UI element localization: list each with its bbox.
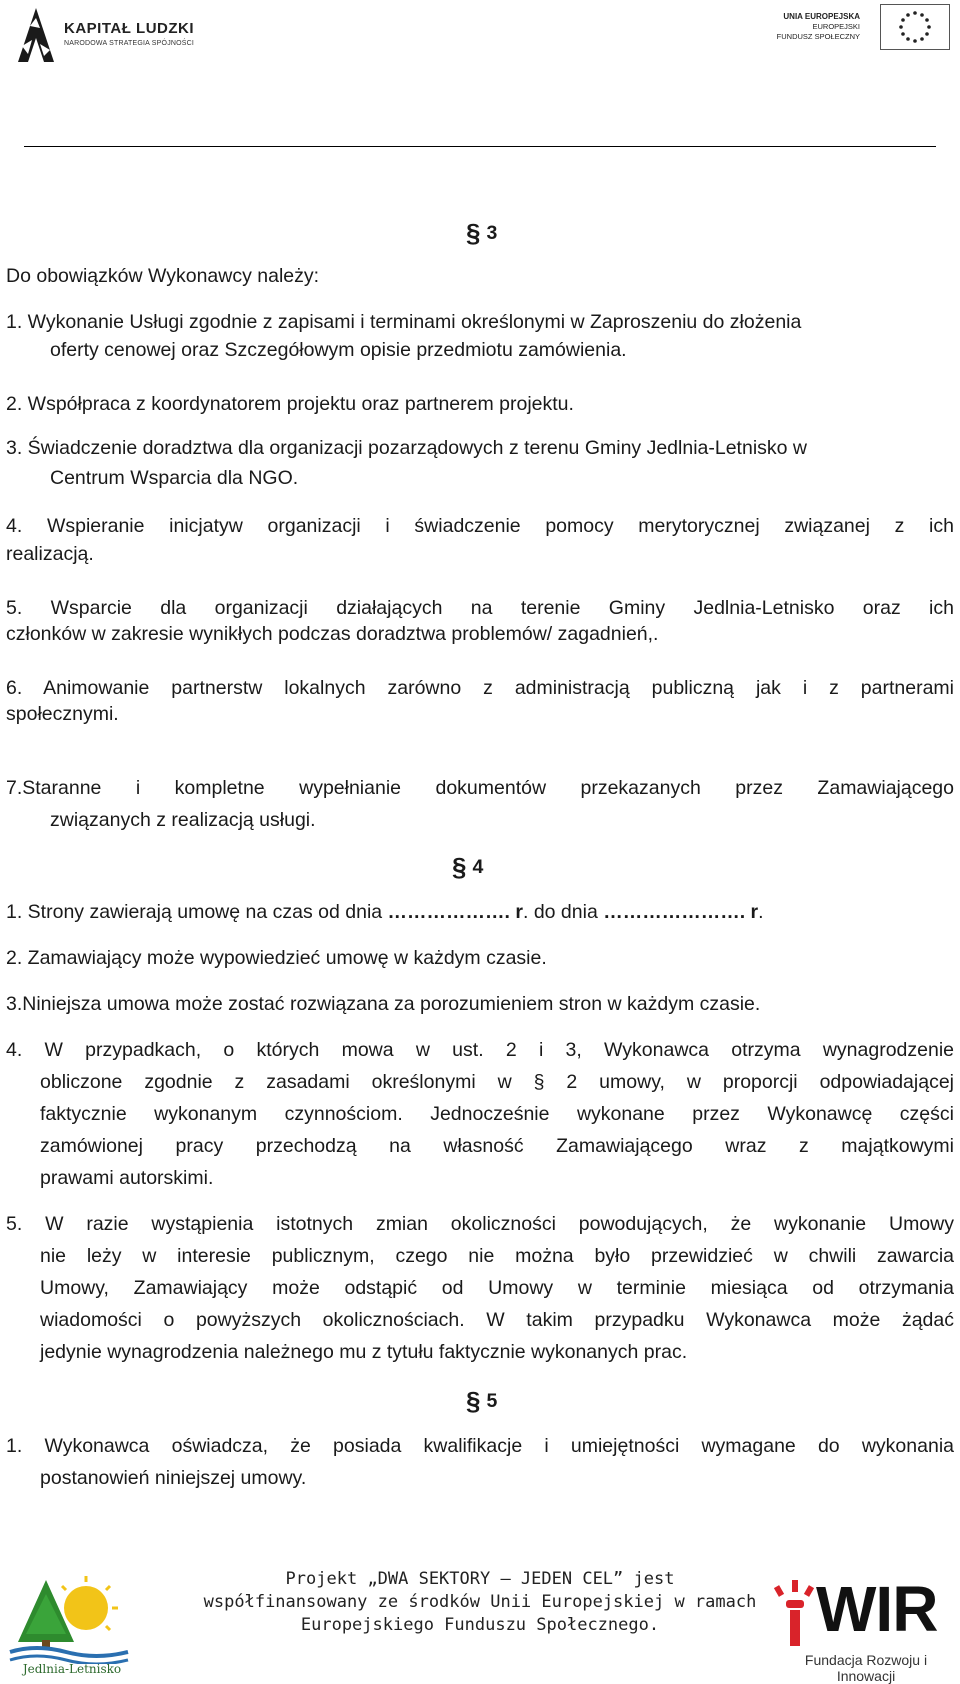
- eu-social-fund-logo: [776, 4, 950, 50]
- s4-item2: 2. Zamawiający może wypowiedzieć umowę w każdym czasie.: [6, 947, 547, 969]
- wir-wordmark: WIR: [816, 1573, 938, 1645]
- s3-item7-line1: 7.Staranne i kompletne wypełnianie dokumentów przekazanych przez Zamawiającego: [6, 777, 954, 799]
- s3-item2: 2. Współpraca z koordynatorem projektu oraz partnerem projektu.: [6, 393, 574, 415]
- section-3-heading: [466, 218, 497, 249]
- kapital-ludzki-logo: [14, 6, 214, 64]
- s3-item7-line2: związanych z realizacją usługi.: [50, 809, 316, 831]
- s3-item6-line2: społecznymi.: [6, 703, 119, 725]
- s4-item4-line2-a: obliczone zgodnie z zasadami określonymi w: [40, 1071, 534, 1093]
- s4-item4-line1: 4. W przypadkach, o których mowa w ust. 2 i 3, Wykonawca otrzyma wynagrodzenie: [6, 1039, 954, 1061]
- s3-item6-line1: 6. Animowanie partnerstw lokalnych zarówno z administracją publiczną jak i z partnerami: [6, 677, 954, 699]
- jedlnia-letnisko-logo: [6, 1572, 132, 1678]
- s4-item5-line2: nie leży w interesie publicznym, czego nie można było przewidzieć w chwili zawarcia: [40, 1245, 954, 1267]
- s3-item4-line2: realizacją.: [6, 543, 94, 565]
- section-4-heading: [452, 852, 483, 883]
- section-4-number: 4: [472, 856, 484, 878]
- s4-item1-text-b: . do dnia: [522, 901, 604, 923]
- eu-line-1: UNIA EUROPEJSKA: [783, 12, 860, 21]
- s4-item4-line3: faktycznie wykonanym czynnościom. Jednocześnie wykonane przez Wykonawcę części: [40, 1103, 954, 1125]
- eu-logo-text: [777, 12, 860, 42]
- eu-flag-icon: [880, 4, 950, 50]
- kapital-ludzki-emblem-icon: [14, 6, 58, 64]
- wir-emblem-icon: [772, 1580, 816, 1650]
- s3-item4-line1: 4. Wspieranie inicjatyw organizacji i świadczenie pomocy merytorycznej związanej z ich: [6, 515, 954, 537]
- eu-line-2: EUROPEJSKI: [812, 22, 860, 31]
- s4-item4-line2-b: 2 umowy, w proporcji odpowiadającej: [544, 1071, 955, 1093]
- s3-item3-line1: 3. Świadczenie doradztwa dla organizacji pozarządowych z terenu Gminy Jedlnia-Letnisko w: [6, 437, 807, 459]
- s4-item1-date-from-placeholder: ………………. r: [387, 901, 523, 923]
- kapital-ludzki-title: KAPITAŁ LUDZKI: [64, 20, 195, 37]
- s5-item1-line1: 1. Wykonawca oświadcza, że posiada kwalifikacje i umiejętności wymagane do wykonania: [6, 1435, 954, 1457]
- footer-line-3: Europejskiego Funduszu Społecznego.: [300, 1615, 660, 1635]
- s4-item4-line2: [40, 1070, 954, 1094]
- wir-foundation-logo: [772, 1570, 956, 1684]
- section-3-intro: Do obowiązków Wykonawcy należy:: [6, 265, 320, 287]
- section-5-number: 5: [486, 1390, 498, 1412]
- s4-item4-line4: zamówionej pracy przechodzą na własność Zamawiającego wraz z majątkowymi: [40, 1135, 954, 1157]
- s5-item1-line2: postanowień niniejszej umowy.: [40, 1467, 307, 1489]
- footer-line-1: Projekt „DWA SEKTORY – JEDEN CEL” jest: [285, 1569, 675, 1589]
- s4-item5-line4: wiadomości o powyższych okolicznościach. W takim przypadku Wykonawca może żądać: [40, 1309, 954, 1331]
- header-rule: [24, 146, 936, 147]
- wir-caption: Fundacja Rozwoju i Innowacji: [804, 1652, 928, 1684]
- s4-item1: [6, 900, 764, 924]
- section-3-number: 3: [486, 222, 498, 244]
- sun-tree-emblem-icon: [6, 1572, 132, 1664]
- s4-item5-line1: 5. W razie wystąpienia istotnych zmian okoliczności powodujących, że wykonanie Umowy: [6, 1213, 954, 1235]
- s4-item1-text-c: .: [758, 901, 764, 923]
- s3-item3-line2: Centrum Wsparcia dla NGO.: [50, 467, 299, 489]
- jedlnia-letnisko-label: Jedlnia-Letnisko: [22, 1662, 122, 1676]
- footer-project-note: [170, 1568, 790, 1637]
- section-symbol: §: [466, 1386, 481, 1416]
- section-symbol: §: [452, 852, 467, 882]
- section-5-heading: [466, 1386, 497, 1417]
- section-symbol: §: [466, 218, 481, 248]
- s3-item5-line2: członków w zakresie wynikłych podczas doradztwa problemów/ zagadnień,.: [6, 623, 659, 645]
- footer-line-2: współfinansowany ze środków Unii Europejskiej w ramach: [203, 1592, 757, 1612]
- s3-item5-line1: 5. Wsparcie dla organizacji działających na terenie Gminy Jedlnia-Letnisko oraz ich: [6, 597, 954, 619]
- s4-item1-text-a: 1. Strony zawierają umowę na czas od dnia: [6, 901, 388, 923]
- kapital-ludzki-subtitle: NARODOWA STRATEGIA SPÓJNOŚCI: [64, 40, 195, 47]
- s4-item5-line3: Umowy, Zamawiający może odstąpić od Umowy w terminie miesiąca od otrzymania: [40, 1277, 954, 1299]
- section-symbol: §: [533, 1071, 545, 1093]
- s4-item3: 3.Niniejsza umowa może zostać rozwiązana za porozumieniem stron w każdym czasie.: [6, 993, 761, 1015]
- eu-line-3: FUNDUSZ SPOŁECZNY: [776, 32, 860, 41]
- s4-item1-date-to-placeholder: …………………. r: [603, 901, 759, 923]
- s3-item1-line2: oferty cenowej oraz Szczegółowym opisie przedmiotu zamówienia.: [50, 339, 627, 361]
- s4-item4-line5: prawami autorskimi.: [40, 1167, 214, 1189]
- s4-item5-line5: jedynie wynagrodzenia należnego mu z tytułu faktycznie wykonanych prac.: [40, 1341, 688, 1363]
- s3-item1-line1: 1. Wykonanie Usługi zgodnie z zapisami i terminami określonymi w Zaproszeniu do złożenia: [6, 311, 802, 333]
